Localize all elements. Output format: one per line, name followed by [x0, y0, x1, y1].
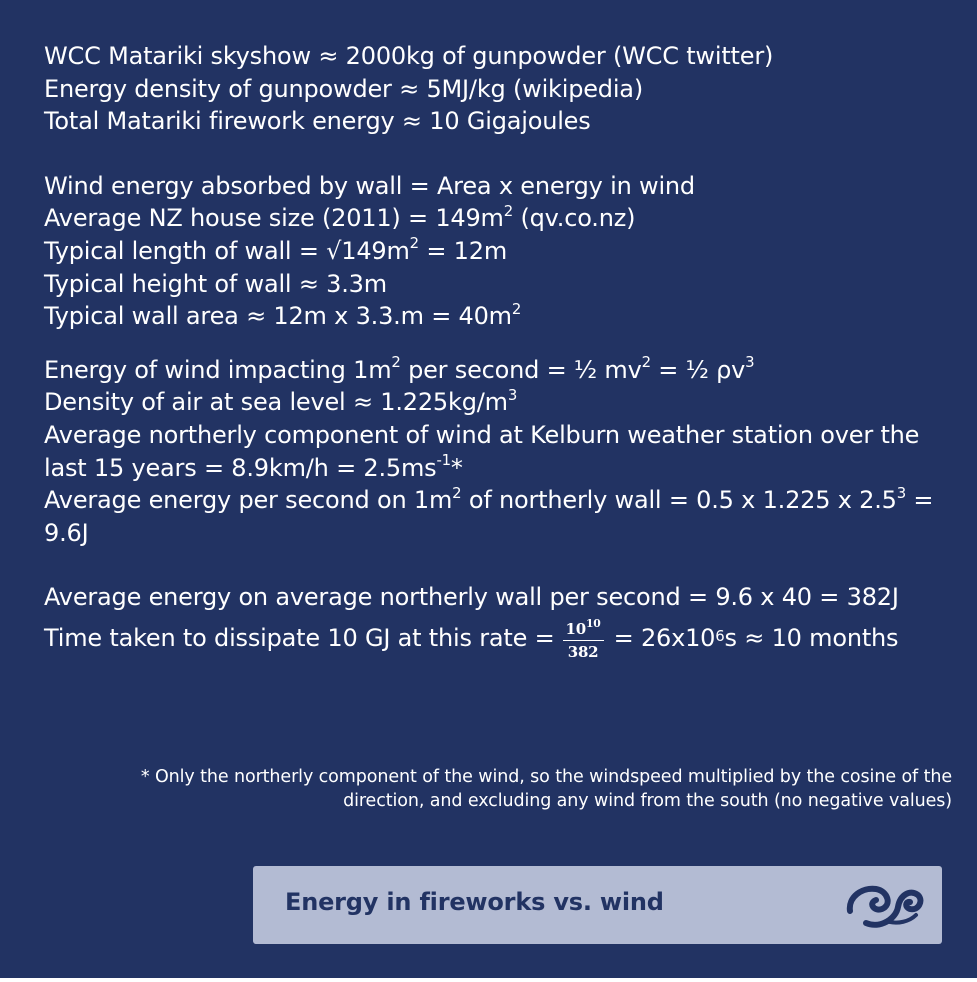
- energy-per-second-exp-2: 3: [896, 483, 906, 502]
- northerly-wind-exponent: -1: [436, 451, 451, 470]
- fraction-denominator: 382: [567, 642, 599, 661]
- energy-per-second-exp-1: 2: [452, 483, 462, 502]
- wall-area-exponent: 2: [511, 299, 522, 318]
- result-section: [44, 581, 949, 661]
- wind-section: [44, 354, 949, 550]
- air-density-text: Density of air at sea level ≈ 1.225kg/m: [44, 388, 508, 417]
- numerator-exponent: 10: [586, 617, 601, 631]
- energy-per-second-result: = 9.6J: [44, 486, 934, 547]
- energy-density-line: Energy density of gunpowder ≈ 5MJ/kg (wikipedia): [44, 74, 643, 103]
- title-banner: [253, 866, 942, 944]
- wall-section: [44, 170, 949, 333]
- bottom-edge: [0, 978, 977, 982]
- dissipation-time-line: Time taken to dissipate 10 GJ at this rate = $\frac{10^{10}}{382}$ = 26x10 $^6$ s ≈ 10 months: [44, 617, 899, 661]
- energy-per-second-line: [44, 484, 949, 549]
- total-energy-line: Total Matariki firework energy ≈ 10 Gigajoules: [44, 107, 591, 136]
- wind-formula-exp-1: 2: [391, 353, 401, 372]
- house-size-text: Average NZ house size (2011) = 149m: [44, 204, 504, 233]
- skyshow-line: WCC Matariki skyshow ≈ 2000kg of gunpowder (WCC twitter): [44, 42, 774, 70]
- wall-absorption-line: Wind energy absorbed by wall = Area x energy in wind: [44, 171, 695, 200]
- numerator-base: 10: [565, 619, 586, 638]
- wall-area-text: Typical wall area ≈ 12m x 3.3.m = 40m: [44, 302, 512, 331]
- gunpowder-section: [44, 40, 949, 138]
- air-density-line: [44, 386, 949, 419]
- footnote-line-1: * Only the northerly component of the wind, so the windspeed multiplied by the cosine of the: [140, 767, 952, 787]
- northerly-wind-line: [44, 419, 949, 484]
- house-size-line: [44, 202, 949, 235]
- koru-wave-icon: [846, 881, 924, 929]
- wall-area-line: [44, 300, 949, 333]
- dissipation-time-months: s ≈ 10 months: [724, 623, 899, 652]
- wall-length-exponent: 2: [409, 234, 419, 253]
- fraction-numerator: [563, 617, 604, 641]
- air-density-exponent: 3: [507, 385, 518, 404]
- wind-energy-formula-line: [44, 354, 949, 387]
- energy-per-second-text-a: Average energy per second on 1m: [44, 486, 453, 515]
- wall-length-text: Typical length of wall = √149m: [44, 236, 410, 265]
- banner-title: Energy in fireworks vs. wind: [285, 888, 664, 916]
- wind-formula-text-b: per second = ½ mv: [400, 355, 642, 384]
- dissipation-time-text: Time taken to dissipate 10 GJ at this rate =: [44, 623, 555, 652]
- wind-formula-exp-3: 3: [745, 353, 755, 372]
- energy-per-second-text-b: of northerly wall = 0.5 x 1.225 x 2.5: [461, 486, 897, 515]
- house-size-exponent: 2: [503, 201, 514, 220]
- wall-length-line: [44, 235, 949, 268]
- wall-length-result: = 12m: [418, 236, 507, 265]
- wind-formula-text-a: Energy of wind impacting 1m: [44, 355, 392, 384]
- northerly-wind-text: Average northerly component of wind at Kelburn weather station over the last 15 years = 8.9km/h = 2.5ms: [44, 420, 920, 482]
- calculation-text: [44, 40, 949, 661]
- footnote-line-2: direction, and excluding any wind from the south (no negative values): [343, 790, 952, 811]
- wind-formula-text-c: = ½ ρv: [650, 355, 746, 384]
- energy-fraction: [563, 617, 604, 661]
- wall-height-line: Typical height of wall ≈ 3.3m: [44, 269, 387, 298]
- house-size-source: (qv.co.nz): [513, 204, 636, 233]
- dissipation-time-seconds: = 26x10: [613, 623, 716, 652]
- footnote: [92, 766, 952, 813]
- wind-formula-exp-2: 2: [641, 353, 651, 372]
- footnote-marker: *: [450, 453, 463, 482]
- wall-energy-line: Average energy on average northerly wall per second = 9.6 x 40 = 382J: [44, 583, 899, 612]
